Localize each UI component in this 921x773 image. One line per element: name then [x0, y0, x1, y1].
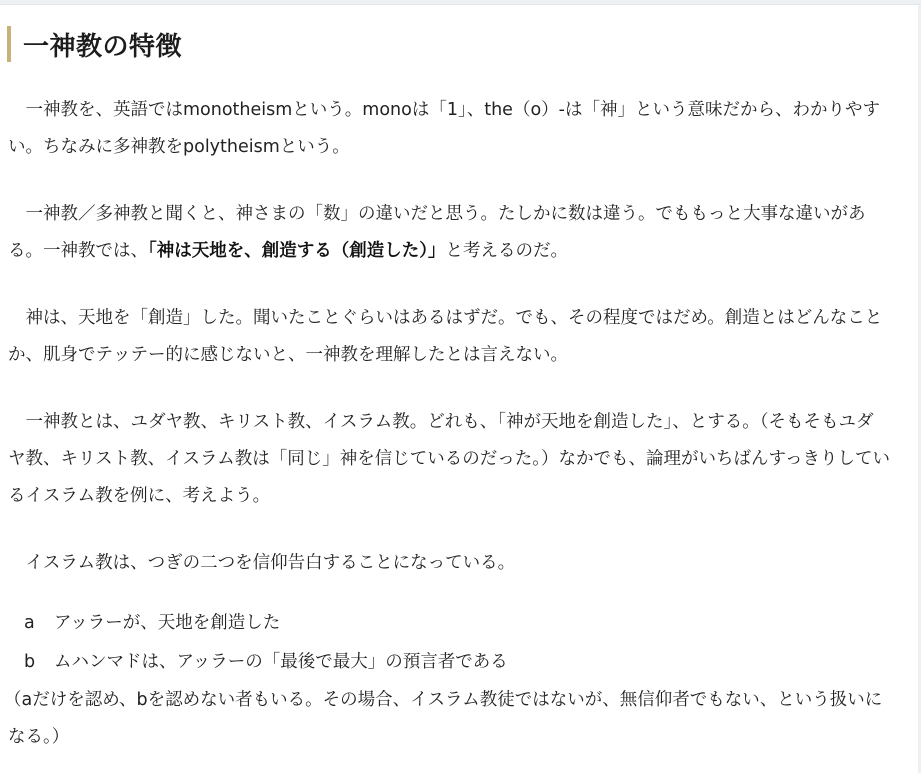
- paragraph-text-before: 一神教／多神教と聞くと、神さまの「数」の違いだと思う。たしかに数は違う。でももっと大事な違いがある。一神教では、: [8, 204, 866, 261]
- paragraph-text-after: と考えるのだ。: [445, 241, 568, 261]
- paragraph-three-religions: 一神教とは、ユダヤ教、キリスト教、イスラム教。どれも、「神が天地を創造した」、とする。（そもそもユダヤ教、キリスト教、イスラム教は「同じ」神を信じているのだった。）なかでも、論理がいちばんすっきりしているイスラム教を例に、考えよう。: [8, 412, 890, 506]
- emphasis-text: 「神は天地を、創造する（創造した）」: [148, 241, 446, 261]
- list-item: [8, 643, 891, 682]
- paragraph-confession-intro: イスラム教は、つぎの二つを信仰告白することになっている。: [25, 553, 516, 573]
- parenthetical-note: （aだけを認め、bを認めない者もいる。その場合、イスラム教徒ではないが、無信仰者でもない、という扱いになる。）: [4, 690, 883, 747]
- paragraph-monotheism-definition: 一神教を、英語ではmonotheismという。monoは「1」、the（o）-は「神」という意味だから、わかりやすい。ちなみに多神教をpolytheismという。: [8, 100, 880, 157]
- paragraph-god-created: 神は、天地を「創造」した。聞いたことぐらいはあるはずだ。でも、その程度ではだめ。創造とはどんなことか、肌身でテッテー的に感じないと、一神教を理解したとは言えない。: [8, 308, 883, 365]
- confession-list: [8, 604, 891, 682]
- list-item-text: ムハンマドは、アッラーの「最後で最大」の預言者である: [54, 652, 508, 672]
- page-title: 一神教の特徴: [23, 31, 183, 62]
- list-item-text: アッラーが、天地を創造した: [54, 613, 281, 633]
- article-body: [4, 92, 891, 756]
- list-marker: b: [24, 652, 36, 672]
- heading-block: [7, 26, 182, 62]
- list-marker: a: [24, 613, 35, 633]
- list-item: [8, 604, 891, 643]
- paragraph-creation-emphasis: [8, 196, 891, 270]
- top-divider: [0, 0, 921, 5]
